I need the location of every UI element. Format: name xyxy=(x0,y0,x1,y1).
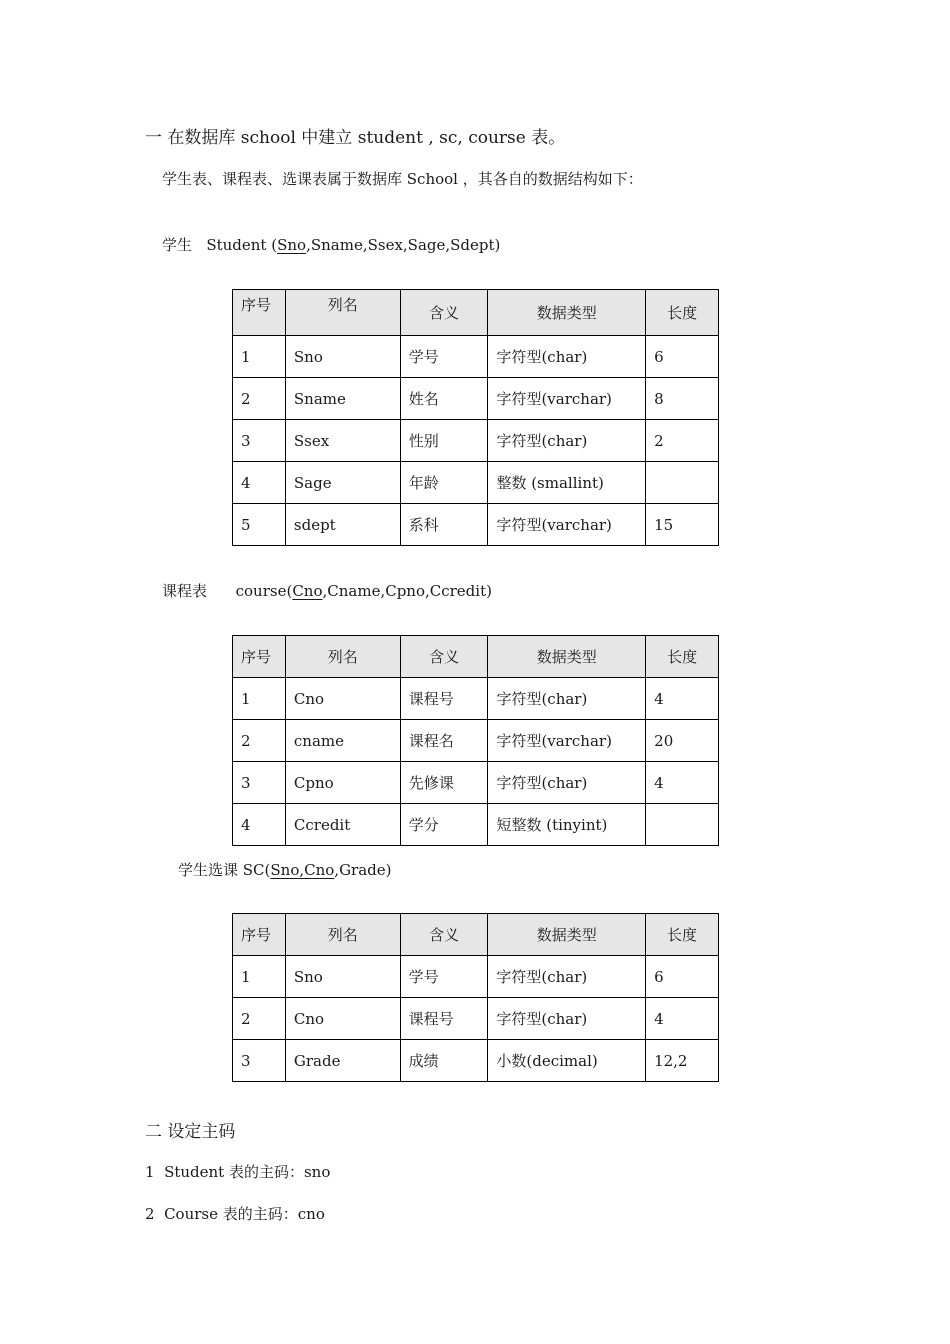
header-meaning: 含义 xyxy=(400,290,488,336)
cell-index: 3 xyxy=(233,762,286,804)
sc-label: 学生选课 SC xyxy=(178,861,265,879)
cell-data-type: 字符型(varchar) xyxy=(488,504,646,546)
table-row xyxy=(233,762,719,804)
course-table xyxy=(232,635,719,846)
student-label: 学生 xyxy=(162,236,193,254)
table-header-row xyxy=(233,290,719,336)
table-row xyxy=(233,720,719,762)
header-index: 序号 xyxy=(233,636,286,678)
cell-index: 3 xyxy=(233,420,286,462)
cell-data-type: 小数(decimal) xyxy=(488,1040,646,1082)
cell-length: 6 xyxy=(646,956,719,998)
table-row xyxy=(233,420,719,462)
section-heading-primary-keys: 二 设定主码 xyxy=(145,1122,236,1142)
cell-index: 1 xyxy=(233,678,286,720)
table-row xyxy=(233,378,719,420)
student-schema-line xyxy=(162,234,500,255)
sc-sig-rest: ,Grade) xyxy=(334,861,392,879)
header-column-name: 列名 xyxy=(285,914,400,956)
cell-length: 2 xyxy=(646,420,719,462)
header-meaning: 含义 xyxy=(400,636,488,678)
cell-index: 1 xyxy=(233,956,286,998)
cell-data-type: 短整数 (tinyint) xyxy=(488,804,646,846)
header-length: 长度 xyxy=(646,636,719,678)
course-label: 课程表 xyxy=(162,582,208,600)
cell-index: 4 xyxy=(233,804,286,846)
table-row xyxy=(233,804,719,846)
cell-column-name: cname xyxy=(285,720,400,762)
header-column-name: 列名 xyxy=(285,636,400,678)
cell-meaning: 课程号 xyxy=(400,998,488,1040)
cell-index: 3 xyxy=(233,1040,286,1082)
student-sig-open: ( xyxy=(271,236,278,254)
cell-column-name: Sname xyxy=(285,378,400,420)
cell-data-type: 字符型(char) xyxy=(488,998,646,1040)
table-row xyxy=(233,956,719,998)
student-table xyxy=(232,289,719,546)
cell-data-type: 字符型(char) xyxy=(488,336,646,378)
table-row xyxy=(233,998,719,1040)
cell-length: 12,2 xyxy=(646,1040,719,1082)
course-table-name: course xyxy=(235,582,287,600)
cell-column-name: sdept xyxy=(285,504,400,546)
header-meaning: 含义 xyxy=(400,914,488,956)
table-row xyxy=(233,336,719,378)
cell-meaning: 成绩 xyxy=(400,1040,488,1082)
course-sig-open: ( xyxy=(286,582,293,600)
cell-column-name: Cno xyxy=(285,678,400,720)
header-data-type: 数据类型 xyxy=(488,290,646,336)
header-data-type: 数据类型 xyxy=(488,636,646,678)
header-length: 长度 xyxy=(646,914,719,956)
intro-paragraph: 学生表、课程表、选课表属于数据库 School ，其各自的数据结构如下： xyxy=(162,170,643,188)
pk-item-student: 1 Student 表的主码：sno xyxy=(145,1163,331,1181)
header-column-name: 列名 xyxy=(285,290,400,336)
cell-data-type: 字符型(char) xyxy=(488,956,646,998)
cell-length: 4 xyxy=(646,998,719,1040)
cell-meaning: 学号 xyxy=(400,956,488,998)
course-primary-key: Cno xyxy=(292,582,323,600)
course-sig-rest: ,Cname,Cpno,Ccredit) xyxy=(322,582,492,600)
cell-meaning: 课程名 xyxy=(400,720,488,762)
cell-index: 1 xyxy=(233,336,286,378)
cell-column-name: Cpno xyxy=(285,762,400,804)
cell-meaning: 学分 xyxy=(400,804,488,846)
sc-sig-open: ( xyxy=(264,861,271,879)
cell-length: 4 xyxy=(646,678,719,720)
table-header-row xyxy=(233,914,719,956)
cell-column-name: Sno xyxy=(285,336,400,378)
cell-column-name: Ssex xyxy=(285,420,400,462)
cell-data-type: 整数 (smallint) xyxy=(488,462,646,504)
sc-table xyxy=(232,913,719,1082)
cell-data-type: 字符型(varchar) xyxy=(488,720,646,762)
cell-meaning: 年龄 xyxy=(400,462,488,504)
cell-length xyxy=(646,804,719,846)
pk-item-course: 2 Course 表的主码：cno xyxy=(145,1205,325,1223)
header-index: 序号 xyxy=(233,914,286,956)
cell-meaning: 性别 xyxy=(400,420,488,462)
cell-index: 5 xyxy=(233,504,286,546)
cell-column-name: Grade xyxy=(285,1040,400,1082)
cell-index: 2 xyxy=(233,998,286,1040)
table-row xyxy=(233,504,719,546)
cell-index: 4 xyxy=(233,462,286,504)
section-heading-create-tables: 一 在数据库 school 中建立 student , sc, course 表。 xyxy=(145,128,566,148)
cell-column-name: Sno xyxy=(285,956,400,998)
cell-length: 20 xyxy=(646,720,719,762)
cell-length: 8 xyxy=(646,378,719,420)
student-primary-key: Sno xyxy=(277,236,307,254)
cell-data-type: 字符型(varchar) xyxy=(488,378,646,420)
table-row xyxy=(233,678,719,720)
cell-length: 15 xyxy=(646,504,719,546)
course-schema-line xyxy=(162,580,492,601)
header-data-type: 数据类型 xyxy=(488,914,646,956)
header-index: 序号 xyxy=(233,290,286,336)
table-header-row xyxy=(233,636,719,678)
cell-data-type: 字符型(char) xyxy=(488,420,646,462)
table-row xyxy=(233,1040,719,1082)
cell-meaning: 先修课 xyxy=(400,762,488,804)
cell-length xyxy=(646,462,719,504)
student-table-name: Student xyxy=(206,236,267,254)
student-sig-rest: ,Sname,Ssex,Sage,Sdept) xyxy=(306,236,501,254)
cell-column-name: Cno xyxy=(285,998,400,1040)
cell-column-name: Sage xyxy=(285,462,400,504)
cell-index: 2 xyxy=(233,720,286,762)
cell-index: 2 xyxy=(233,378,286,420)
header-length: 长度 xyxy=(646,290,719,336)
cell-meaning: 学号 xyxy=(400,336,488,378)
cell-data-type: 字符型(char) xyxy=(488,678,646,720)
sc-schema-line xyxy=(178,859,392,880)
cell-data-type: 字符型(char) xyxy=(488,762,646,804)
cell-meaning: 课程号 xyxy=(400,678,488,720)
table-row xyxy=(233,462,719,504)
cell-meaning: 姓名 xyxy=(400,378,488,420)
cell-column-name: Ccredit xyxy=(285,804,400,846)
cell-meaning: 系科 xyxy=(400,504,488,546)
cell-length: 6 xyxy=(646,336,719,378)
cell-length: 4 xyxy=(646,762,719,804)
sc-primary-key: Sno,Cno xyxy=(270,861,335,879)
